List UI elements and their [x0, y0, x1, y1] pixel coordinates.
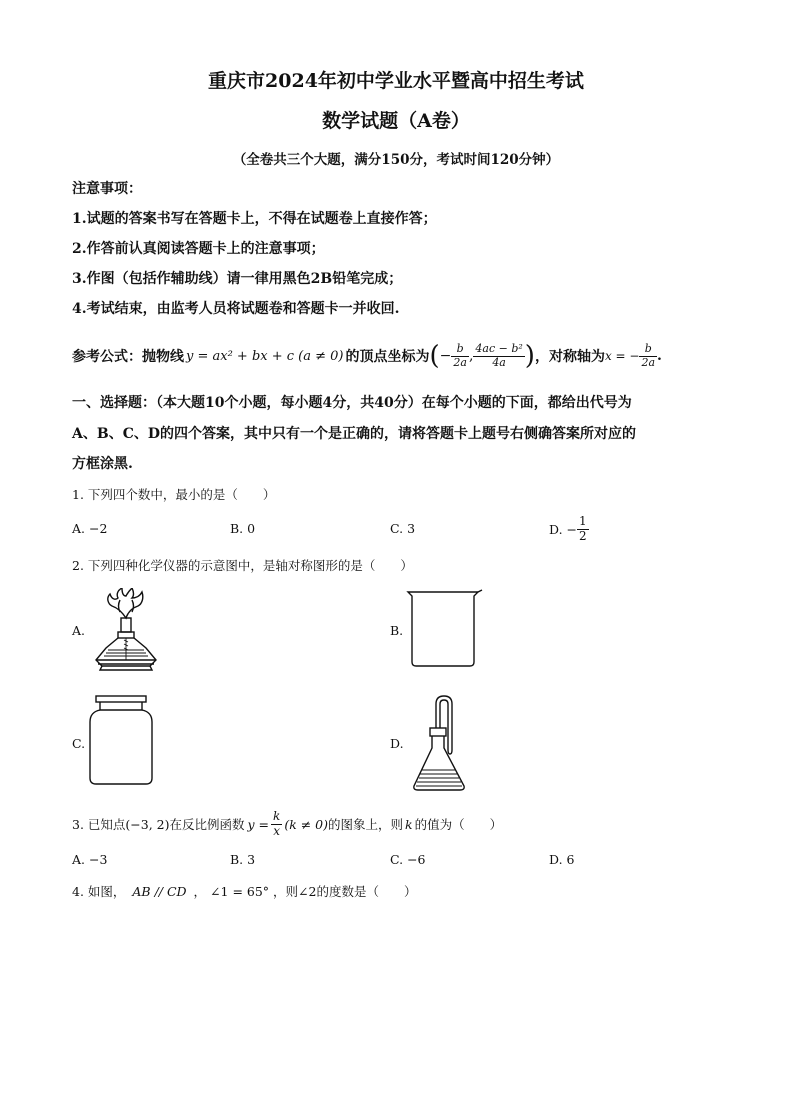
q4-stem-a: 4. 如图，	[72, 884, 126, 899]
question-4-stem	[72, 882, 416, 900]
q1-d-denominator: 2	[579, 528, 587, 543]
question-2-stem: 2. 下列四种化学仪器的示意图中，是轴对称图形的是（ ）	[72, 558, 413, 573]
q1-option-d	[549, 508, 589, 550]
q3-function-numerator: k	[273, 808, 281, 823]
q3-option-d: D. 6	[549, 852, 575, 867]
reagent-bottle-figure	[86, 694, 156, 788]
note-item-1: 1.试题的答案书写在答题卡上，不得在试题卷上直接作答；	[72, 211, 437, 227]
q1-option-a: A. −2	[72, 521, 108, 536]
paper-subtitle: 数学试题（A卷）	[322, 110, 470, 132]
q3-point: (−3, 2)	[125, 816, 170, 832]
alcohol-lamp-figure	[88, 588, 164, 672]
axis-formula	[605, 343, 657, 369]
notes-heading: 注意事项：	[72, 181, 142, 197]
vertex-x-numerator: b	[451, 343, 469, 357]
parabola-equation: y = ax² + bx + c (a ≠ 0)	[186, 348, 344, 364]
q3-stem-c: 的图象上，则	[328, 817, 404, 832]
q3-option-a: A. −3	[72, 852, 108, 867]
conical-flask-figure	[410, 692, 486, 794]
q3-option-c: C. −6	[390, 852, 426, 867]
formula-mid: 的顶点坐标为	[345, 349, 430, 365]
axis-denominator: 2a	[641, 355, 656, 369]
q1-option-d-label: D. −	[549, 521, 577, 537]
question-1-stem: 1. 下列四个数中，最小的是（ ）	[72, 487, 276, 502]
axis-lhs: x = −	[604, 349, 640, 363]
q4-angle-1: ∠1 = 65°	[210, 884, 270, 899]
q2-option-b-label: B.	[390, 623, 404, 638]
axis-text: ，对称轴为	[534, 349, 605, 365]
page-title: 重庆市2024年初中学业水平暨高中招生考试	[208, 70, 584, 92]
beaker-figure	[404, 588, 484, 670]
vertex-y-denominator: 4a	[492, 355, 506, 369]
q3-stem-a: 3. 已知点	[72, 817, 126, 832]
q1-option-b: B. 0	[230, 521, 256, 536]
section-1-line-2: A、B、C、D的四个答案，其中只有一个是正确的，请将答题卡上题号右侧确答案所对应的	[72, 426, 636, 442]
q1-d-numerator: 1	[579, 513, 587, 528]
formula-lead: 参考公式：抛物线	[72, 349, 184, 365]
vertex-coordinate: ( − $\frac{b}{2a}$ , $\frac{\text{4ac − b²}}{4a}$ )	[429, 341, 535, 371]
axis-numerator: b	[639, 343, 657, 357]
q2-option-a-label: A.	[72, 623, 86, 638]
q4-stem-c: ，则∠2的度数是（ ）	[273, 884, 417, 899]
q2-option-c-label: C.	[72, 736, 86, 751]
q2-option-d-label: D.	[390, 736, 404, 751]
note-item-2: 2.作答前认真阅读答题卡上的注意事项；	[72, 241, 325, 257]
question-3-stem	[72, 806, 502, 842]
q3-stem-b: 在反比例函数	[169, 817, 245, 832]
formula-end: .	[657, 348, 662, 364]
reference-formula	[72, 336, 662, 376]
q3-stem-d: 的值为（ ）	[414, 817, 503, 832]
q3-function-condition: (k ≠ 0)	[284, 816, 329, 832]
q1-option-c: C. 3	[390, 521, 416, 536]
note-item-3: 3.作图（包括作辅助线）请一律用黑色2B铅笔完成；	[72, 271, 403, 287]
q3-option-b: B. 3	[230, 852, 256, 867]
section-1-line-1: 一、选择题：（本大题10个小题，每小题4分，共40分）在每个小题的下面，都给出代号为	[72, 395, 632, 411]
q4-parallel: AB // CD	[132, 884, 187, 899]
section-1-line-3: 方框涂黑.	[72, 456, 133, 472]
note-item-4: 4.考试结束，由监考人员将试题卷和答题卡一并收回.	[72, 301, 400, 317]
vertex-x-denominator: 2a	[453, 355, 467, 369]
q3-function-lhs: y =	[247, 816, 270, 832]
vertex-y-numerator: 4ac − b²	[475, 341, 523, 355]
q3-variable: k	[405, 816, 413, 832]
q4-stem-b: ，	[193, 884, 207, 899]
exam-info: （全卷共三个大题，满分150分，考试时间120分钟）	[232, 152, 560, 168]
q3-function-denominator: x	[273, 823, 281, 838]
